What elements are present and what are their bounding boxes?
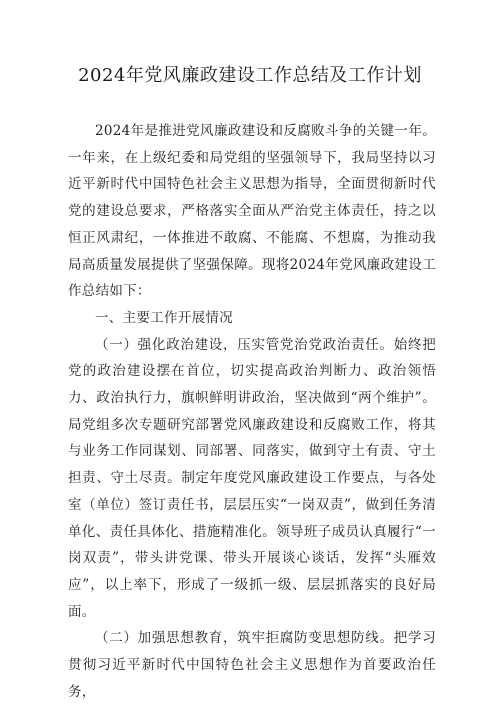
- page-title: 2024年党风廉政建设工作总结及工作计划: [78, 65, 422, 86]
- item-paragraph-2: （二）加强思想教育，筑牢拒腐防变思想防线。把学习贯彻习近平新时代中国特色社会主义思想作为首要政治任务，: [68, 630, 436, 700]
- document-body: [68, 118, 436, 705]
- item-paragraph-1: （一）强化政治建设，压实管党治党政治责任。始终把党的政治建设摆在首位，切实提高政治判断力、政治领悟力、政治执行力，旗帜鲜明讲政治，坚决做到“两个维护”。局党组多次专题研究部署党风廉政建设和反腐败工作，将其与业务工作同谋划、同部署、同落实，做到守土有责、守土担责、守土尽责。制定年度党风廉政建设工作要点，与各处室（单位）签订责任书，层层压实“一岗双责”，做到任务清单化、责任具体化、措施精准化。领导班子成员认真履行“一岗双责”，带头讲党课、带头开展谈心谈话，发挥“头雁效应”，以上率下，形成了一级抓一级、层层抓落实的良好局面。: [68, 336, 436, 620]
- intro-paragraph: 2024年是推进党风廉政建设和反腐败斗争的关键一年。一年来，在上级纪委和局党组的坚强领导下，我局坚持以习近平新时代中国特色社会主义思想为指导，全面贯彻新时代党的建设总要求，严格落实全面从严治党主体责任，持之以恒正风肃纪，一体推进不敢腐、不能腐、不想腐，为推动我局高质量发展提供了坚强保障。现将2024年党风廉政建设工作总结如下：: [68, 123, 436, 300]
- section-heading: 一、主要工作开展情况: [95, 309, 233, 326]
